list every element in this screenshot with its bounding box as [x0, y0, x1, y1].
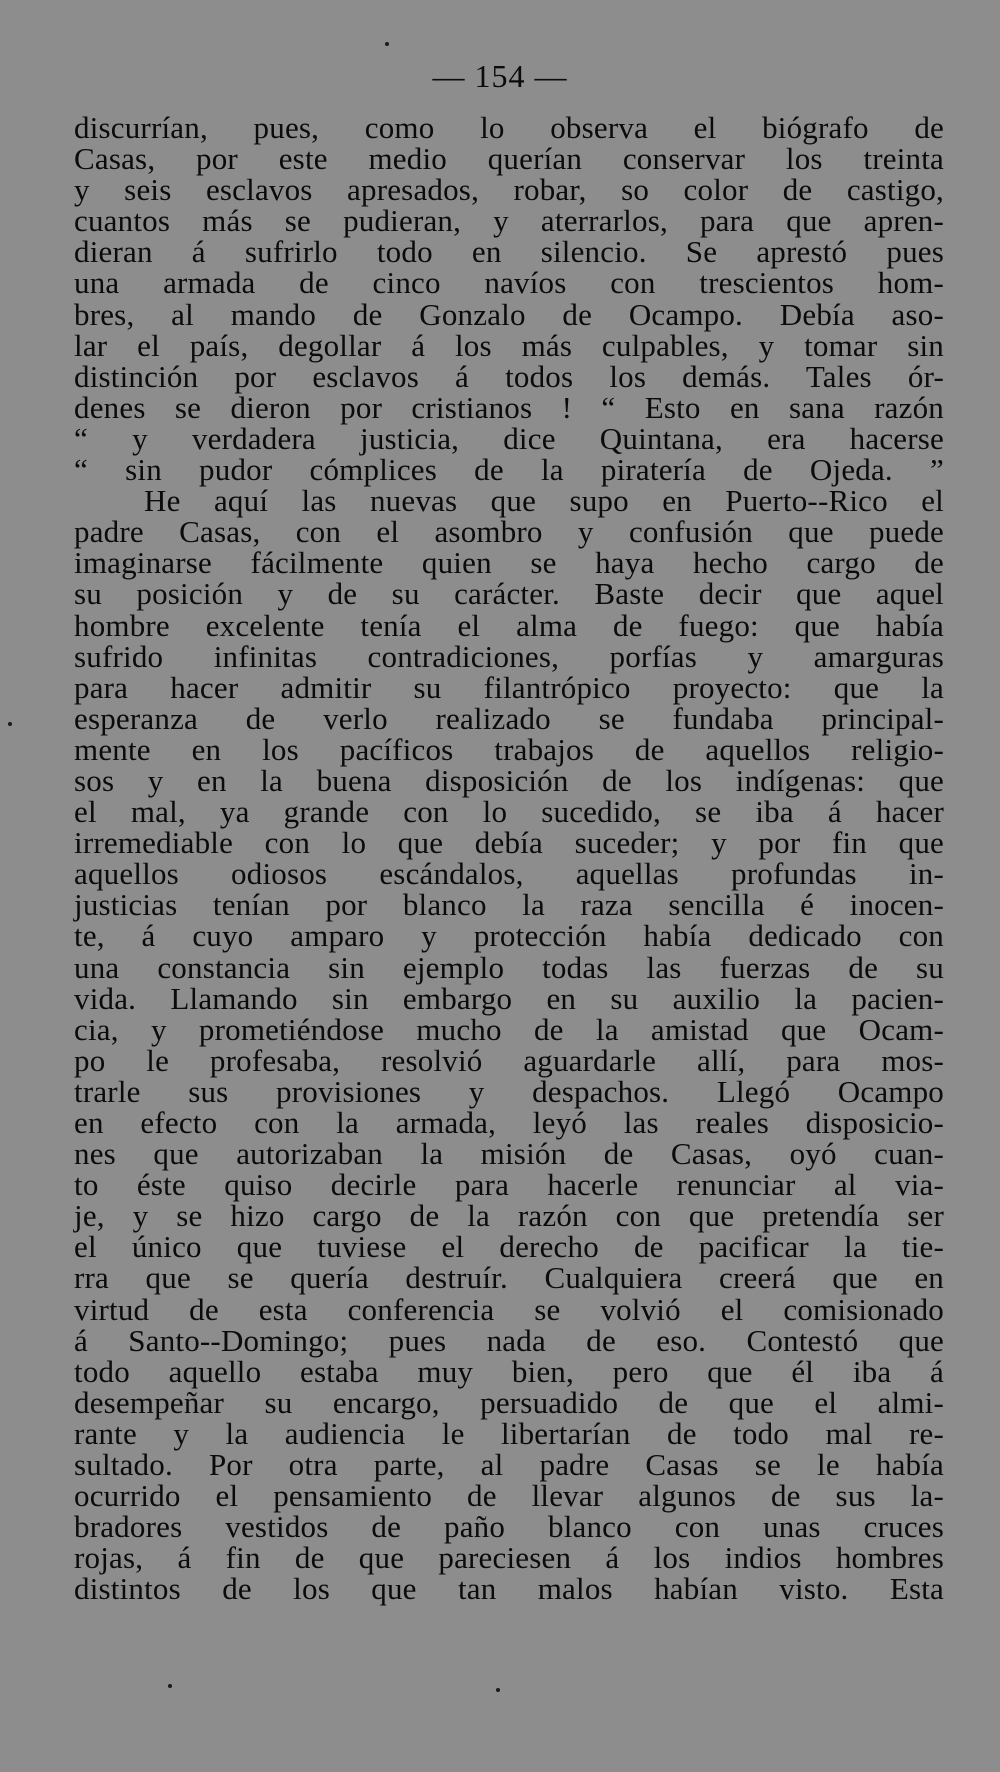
- text-line: cuantos más se pudieran, y aterrarlos, para que apren-: [74, 203, 944, 239]
- print-speck: [496, 1688, 500, 1692]
- print-speck: [168, 1684, 172, 1688]
- text-line: á Santo--Domingo; pues nada de eso. Contestó que: [74, 1322, 944, 1358]
- text-line: to éste quiso decirle para hacerle renunciar al via-: [74, 1167, 944, 1203]
- text-line: sufrido infinitas contradiciones, porfías y amarguras: [74, 638, 944, 674]
- text-line: “ sin pudor cómplices de la piratería de Ojeda. ”: [74, 452, 944, 488]
- text-line: te, á cuyo amparo y protección había dedicado con: [74, 918, 944, 954]
- text-line: y seis esclavos apresados, robar, so color de castigo,: [74, 172, 944, 208]
- text-line: He aquí las nuevas que supo en Puerto--Rico el: [144, 483, 944, 519]
- text-line: mente en los pacíficos trabajos de aquellos religio-: [74, 731, 944, 767]
- text-line: nes que autorizaban la misión de Casas, oyó cuan-: [74, 1136, 944, 1172]
- text-line: su posición y de su carácter. Baste decir que aquel: [74, 576, 944, 612]
- text-line: lar el país, degollar á los más culpables, y tomar sin: [74, 327, 944, 363]
- text-line: ocurrido el pensamiento de llevar algunos de sus la-: [74, 1478, 944, 1514]
- text-line: el único que tuviese el derecho de pacificar la tie-: [74, 1229, 944, 1265]
- text-line: denes se dieron por cristianos ! “ Esto en sana razón: [74, 389, 944, 425]
- text-line: po le profesaba, resolvió aguardarle allí, para mos-: [74, 1042, 944, 1078]
- text-line: sultado. Por otra parte, al padre Casas se le había: [74, 1447, 944, 1483]
- text-line: dieran á sufrirlo todo en silencio. Se aprestó pues: [74, 234, 944, 270]
- text-line: irremediable con lo que debía suceder; y por fin que: [74, 825, 944, 861]
- text-line: cia, y prometiéndose mucho de la amistad que Ocam-: [74, 1011, 944, 1047]
- text-line: rra que se quería destruír. Cualquiera creerá que en: [74, 1260, 944, 1296]
- text-line: vida. Llamando sin embargo en su auxilio la pacien-: [74, 980, 944, 1016]
- text-line: distintos de los que tan malos habían visto. Esta: [74, 1571, 944, 1607]
- text-line: imaginarse fácilmente quien se haya hecho cargo de: [74, 545, 944, 581]
- text-line: distinción por esclavos á todos los demás. Tales ór-: [74, 358, 944, 394]
- text-line: hombre excelente tenía el alma de fuego: que había: [74, 607, 944, 643]
- text-line: sos y en la buena disposición de los indígenas: que: [74, 762, 944, 798]
- text-line: padre Casas, con el asombro y confusión que puede: [74, 514, 944, 550]
- text-line: justicias tenían por blanco la raza sencilla é inocen-: [74, 887, 944, 923]
- text-line: “ y verdadera justicia, dice Quintana, era hacerse: [74, 420, 944, 456]
- text-line: rante y la audiencia le libertarían de todo mal re-: [74, 1415, 944, 1451]
- text-line: rojas, á fin de que pareciesen á los indios hombres: [74, 1540, 944, 1576]
- text-line: el mal, ya grande con lo sucedido, se iba á hacer: [74, 794, 944, 830]
- print-speck: [385, 42, 389, 46]
- text-line: bres, al mando de Gonzalo de Ocampo. Debía aso-: [74, 296, 944, 332]
- text-line: discurrían, pues, como lo observa el biógrafo de: [74, 110, 944, 145]
- text-line: virtud de esta conferencia se volvió el comisionado: [74, 1291, 944, 1327]
- text-line: Casas, por este medio querían conservar los treinta: [74, 141, 944, 177]
- text-line: aquellos odiosos escándalos, aquellas profundas in-: [74, 856, 944, 892]
- text-line: trarle sus provisiones y despachos. Llegó Ocampo: [74, 1073, 944, 1109]
- print-speck: [8, 722, 12, 726]
- text-line: bradores vestidos de paño blanco con unas cruces: [74, 1509, 944, 1545]
- text-line: en efecto con la armada, leyó las reales disposicio-: [74, 1105, 944, 1140]
- text-line: desempeñar su encargo, persuadido de que el almi-: [74, 1384, 944, 1420]
- text-line: una armada de cinco navíos con trescientos hom-: [74, 265, 944, 301]
- text-line: esperanza de verlo realizado se fundaba principal-: [74, 700, 944, 736]
- text-line: para hacer admitir su filantrópico proyecto: que la: [74, 669, 944, 705]
- text-line: je, y se hizo cargo de la razón con que pretendía ser: [74, 1198, 944, 1234]
- body-text: [74, 112, 944, 1605]
- page-number: — 154 —: [432, 58, 568, 94]
- text-line: todo aquello estaba muy bien, pero que él iba á: [74, 1353, 944, 1389]
- text-line: una constancia sin ejemplo todas las fuerzas de su: [74, 949, 944, 985]
